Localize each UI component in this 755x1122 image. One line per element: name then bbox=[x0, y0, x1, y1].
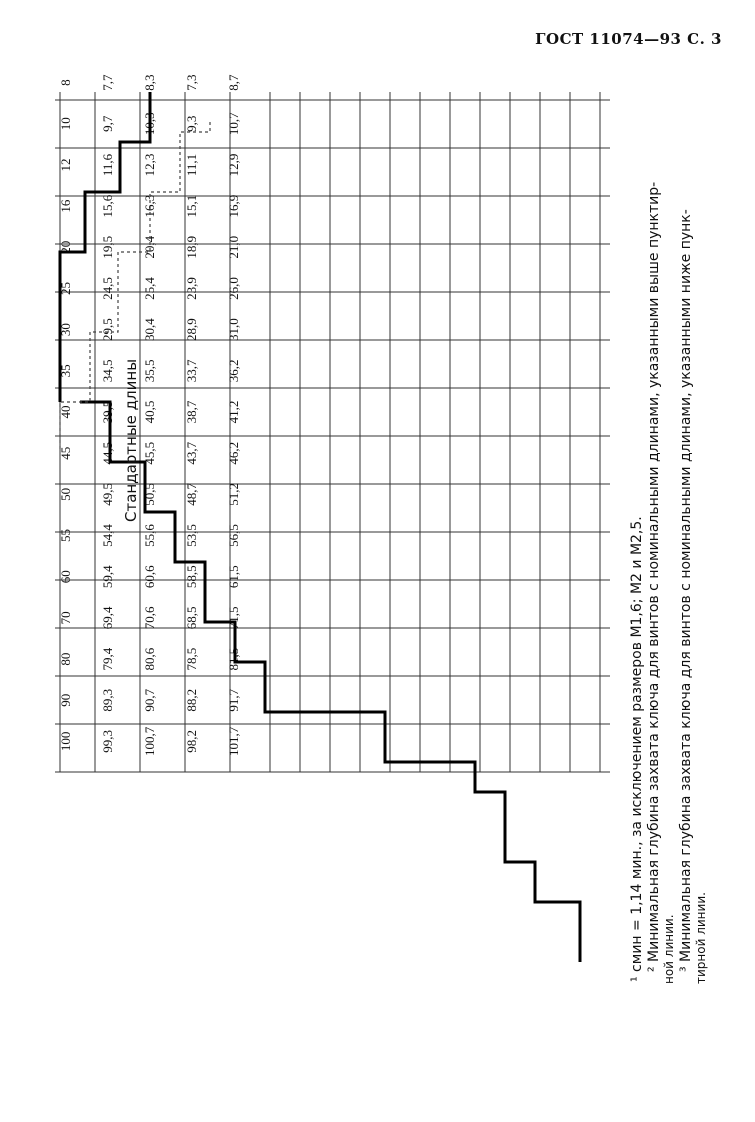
table-cell: 46,2 bbox=[226, 441, 241, 465]
table-cell: 40,5 bbox=[142, 400, 157, 424]
table-cell: 51,2 bbox=[226, 482, 241, 506]
table-cell: 59,4 bbox=[100, 565, 115, 589]
table-cell: 12 bbox=[58, 158, 73, 172]
table-cell: 43,7 bbox=[184, 441, 199, 465]
page-header: ГОСТ 11074—93 С. 3 bbox=[535, 30, 722, 48]
table-cell: 23,9 bbox=[184, 277, 199, 300]
table-cell: 38,7 bbox=[184, 400, 199, 424]
table-cell: 45 bbox=[58, 446, 73, 460]
table-cell: 54,4 bbox=[100, 524, 115, 547]
table-cell: 20,4 bbox=[142, 235, 157, 259]
table-cell: 56,5 bbox=[226, 524, 241, 547]
table-cell: 16 bbox=[58, 199, 73, 213]
table-cell: 10,7 bbox=[226, 112, 241, 136]
table-cell: 45,5 bbox=[142, 441, 157, 465]
table-cell: 58,5 bbox=[184, 565, 199, 589]
table-cell: 90 bbox=[58, 693, 73, 707]
table-cell: 18,9 bbox=[184, 235, 199, 259]
table-cell: 81,5 bbox=[226, 647, 241, 671]
table-cell: 10 bbox=[58, 117, 73, 131]
table-cell: 29,5 bbox=[100, 318, 115, 342]
table-cell: 40 bbox=[58, 405, 73, 419]
table-cell: 24,5 bbox=[100, 277, 115, 300]
footnote-2a: ² Минимальная глубина захвата ключа для винтов с номинальными длинами, указанными выше пунктир- bbox=[646, 181, 662, 972]
table-cell: 25 bbox=[58, 281, 73, 295]
table-cell: 55 bbox=[58, 529, 73, 543]
table-cell: 30 bbox=[58, 323, 73, 337]
table-cell: 34,5 bbox=[100, 359, 115, 383]
table-cell: 31,0 bbox=[226, 318, 241, 342]
table-cell: 39,5 bbox=[100, 400, 115, 424]
table-cell: 8,3 bbox=[142, 74, 157, 91]
table-cell: 35,5 bbox=[142, 359, 157, 383]
table-cell: 89,3 bbox=[100, 688, 115, 712]
table-cell: 21,0 bbox=[226, 235, 241, 259]
footnote-1: ¹ cмин = 1,14 мин., за исключением размеров М1,6; М2 и М2,5. bbox=[629, 516, 645, 982]
table-cell: 15,1 bbox=[184, 194, 199, 218]
table-cell: 9,7 bbox=[100, 115, 115, 132]
footnotes bbox=[629, 182, 708, 984]
table-cell: 70 bbox=[58, 611, 73, 625]
table-cell: 100 bbox=[58, 731, 73, 752]
table-cell: 11,1 bbox=[184, 153, 199, 177]
table-cell: 15,6 bbox=[100, 194, 115, 218]
table-cell: 33,7 bbox=[184, 359, 199, 383]
table-cell: 55,6 bbox=[142, 524, 157, 547]
table-cell: 25,4 bbox=[142, 277, 157, 300]
table-cell: 41,2 bbox=[226, 400, 241, 424]
table-cell: 26,0 bbox=[226, 277, 241, 300]
table-cell: 49,5 bbox=[100, 482, 115, 506]
table-cell: 20 bbox=[58, 240, 73, 254]
table-cell: 79,4 bbox=[100, 647, 115, 671]
table-cell: 28,9 bbox=[184, 318, 199, 342]
table-cell: 70,6 bbox=[142, 606, 157, 630]
table-cell: 60 bbox=[58, 570, 73, 584]
table-cell: 12,3 bbox=[142, 153, 157, 177]
table-cell: 7,7 bbox=[100, 74, 115, 91]
table-cell: 10,3 bbox=[142, 112, 157, 136]
table-cell: 30,4 bbox=[142, 318, 157, 342]
table-cell: 19,5 bbox=[100, 235, 115, 259]
table-cell: 90,7 bbox=[142, 688, 157, 712]
table-cell: 50,5 bbox=[142, 482, 157, 506]
table-cell: 91,7 bbox=[226, 688, 241, 712]
table-cell: 88,2 bbox=[184, 688, 199, 712]
table-cell: 53,5 bbox=[184, 524, 199, 547]
table-cell: 7,3 bbox=[184, 74, 199, 91]
table-cell: 78,5 bbox=[184, 647, 199, 671]
table-cell: 11,6 bbox=[100, 153, 115, 177]
footnote-3b: тирной линии. bbox=[694, 892, 708, 984]
table-cell: 16,9 bbox=[226, 194, 241, 218]
footnote-3a: ³ Минимальная глубина захвата ключа для винтов с номинальными длинами, указанными ниже пунк- bbox=[678, 209, 694, 972]
table-cell: 68,5 bbox=[184, 606, 199, 630]
table-cell: 9,3 bbox=[184, 115, 199, 132]
table-cell: 99,3 bbox=[100, 730, 115, 753]
table-cells bbox=[58, 74, 241, 756]
table-cell: 61,5 bbox=[226, 565, 241, 589]
table-cell: 16,3 bbox=[142, 194, 157, 218]
footnote-2b: ной линии. bbox=[662, 914, 676, 984]
table-cell: 12,9 bbox=[226, 153, 241, 177]
table-cell: 80 bbox=[58, 652, 73, 666]
table-cell: 44,5 bbox=[100, 441, 115, 465]
table-cell: 100,7 bbox=[142, 726, 157, 757]
table-cell: 69,4 bbox=[100, 606, 115, 630]
table-cell: 8,7 bbox=[226, 74, 241, 91]
table-cell: 35 bbox=[58, 364, 73, 378]
table-cell: 101,7 bbox=[226, 726, 241, 757]
table-cell: 50 bbox=[58, 487, 73, 501]
standard-lengths-label: Стандартные длины bbox=[122, 358, 140, 522]
table-cell: 60,6 bbox=[142, 565, 157, 589]
table-cell: 8 bbox=[58, 79, 73, 86]
table-cell: 98,2 bbox=[184, 730, 199, 753]
step-lines bbox=[60, 92, 580, 962]
table-cell: 36,2 bbox=[226, 359, 241, 383]
table-cell: 71,5 bbox=[226, 606, 241, 630]
table-cell: 48,7 bbox=[184, 482, 199, 506]
table-cell: 80,6 bbox=[142, 647, 157, 671]
